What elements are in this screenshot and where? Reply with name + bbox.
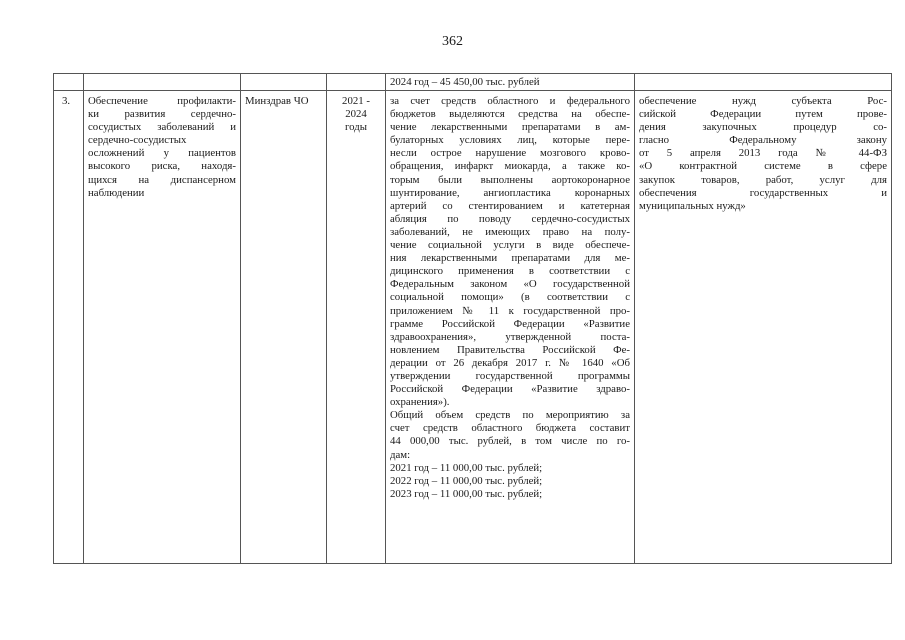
funds-line: приложением № 11 к государственной про- [390, 304, 630, 317]
result-line: обеспечение нужд субъекта Рос- [639, 95, 887, 107]
cell-description [84, 91, 241, 564]
funds-line: чение лекарственными препаратами в ам- [390, 121, 630, 134]
description-line: ки развития сердечно- [88, 108, 236, 121]
funds-line: Федеральным законом «О государственной [390, 278, 630, 291]
funds-line: дерации от 26 декабря 2017 г. № 1640 «Об [390, 356, 630, 369]
funds-line: обращения, инфаркт миокарда, а также ко- [390, 160, 630, 173]
funds-line: новлением Правительства Российской Фе- [390, 343, 630, 356]
description-line: осложнений у пациентов [88, 147, 236, 160]
funds-line: Российской Федерации «Развитие здраво- [390, 383, 630, 396]
funds-line: грамме Российской Федерации «Развитие [390, 317, 630, 330]
result-line: сийской Федерации путем прове- [639, 108, 887, 121]
funds-line: социальной помощи» (в соответствии с [390, 291, 630, 304]
cell-funds [386, 91, 635, 564]
row-number: 3. [62, 95, 71, 107]
cell-number [54, 91, 84, 564]
funds-line: абляция по поводу сердечно-сосудистых [390, 212, 630, 225]
funds-line: 2021 год – 11 000,00 тыс. рублей; [390, 461, 543, 474]
funds-line: чение социальной услуги в виде обеспече- [390, 239, 630, 252]
table-row-measure-3 [54, 91, 892, 564]
cell-period [327, 91, 386, 564]
description-line: щихся на диспансерном [88, 173, 236, 186]
funds-line: булаторных условиях лиц, которые пере- [390, 134, 630, 147]
funds-line: артерий со стентированием и катетерная [390, 199, 630, 212]
description-line: Обеспечение профилакти- [88, 95, 236, 107]
description-line: сосудистых заболеваний и [88, 121, 236, 134]
funds-line: 2022 год – 11 000,00 тыс. рублей; [390, 474, 543, 487]
funds-line: бюджетов выделяются средства на обеспе- [390, 108, 630, 121]
result-line: от 5 апреля 2013 года № 44-ФЗ [639, 147, 887, 160]
funds-line: 2023 год – 11 000,00 тыс. рублей; [390, 487, 543, 500]
funds-line: 44 000,00 тыс. рублей, в том числе по го- [390, 435, 630, 448]
result-line: закупок товаров, работ, услуг для [639, 173, 887, 186]
funds-line: торым были выполнены аортокоронарное [390, 173, 630, 186]
result-line: гласно Федеральному закону [639, 134, 887, 147]
period-line: годы [345, 121, 367, 134]
description-line: высокого риска, находя- [88, 160, 236, 173]
table-row-continuation [54, 74, 892, 91]
funds-2024-line: 2024 год – 45 450,00 тыс. рублей [390, 76, 540, 88]
funds-line: ния лекарственными препаратами для ме- [390, 252, 630, 265]
executor: Минздрав ЧО [245, 95, 309, 107]
cell-description-empty [84, 74, 241, 91]
funds-line: несли острое нарушение мозгового крово- [390, 147, 630, 160]
page-number: 362 [442, 34, 463, 49]
funds-line: здравоохранения», утвержденной поста- [390, 330, 630, 343]
funds-line: утверждении государственной программы [390, 369, 630, 382]
measures-table [53, 73, 892, 564]
result-line: муниципальных нужд» [639, 199, 746, 212]
result-line: дения закупочных процедур со- [639, 121, 887, 134]
funds-line: дицинского применения в соответствии с [390, 265, 630, 278]
cell-executor [241, 91, 327, 564]
period-line: 2021 - [342, 95, 370, 107]
cell-result [635, 91, 892, 564]
funds-line: счет средств областного бюджета составит [390, 422, 630, 435]
result-line: «О контрактной системе в сфере [639, 160, 887, 173]
cell-result-empty [635, 74, 892, 91]
period-line: 2024 [345, 108, 367, 121]
funds-line: дам: [390, 448, 411, 461]
funds-line: заболеваний, не имеющих право на полу- [390, 225, 630, 238]
cell-period-empty [327, 74, 386, 91]
funds-line: Общий объем средств по мероприятию за [390, 409, 630, 422]
cell-number-empty [54, 74, 84, 91]
funds-line: за счет средств областного и федерального [390, 95, 630, 107]
description-line: сердечно-сосудистых [88, 134, 187, 147]
result-line: обеспечения государственных и [639, 186, 887, 199]
cell-executor-empty [241, 74, 327, 91]
funds-line: шунтирование, ангиопластика коронарных [390, 186, 630, 199]
funds-line: охранения»). [390, 396, 450, 409]
description-line: наблюдении [88, 186, 145, 199]
cell-funds-continuation [386, 74, 635, 91]
